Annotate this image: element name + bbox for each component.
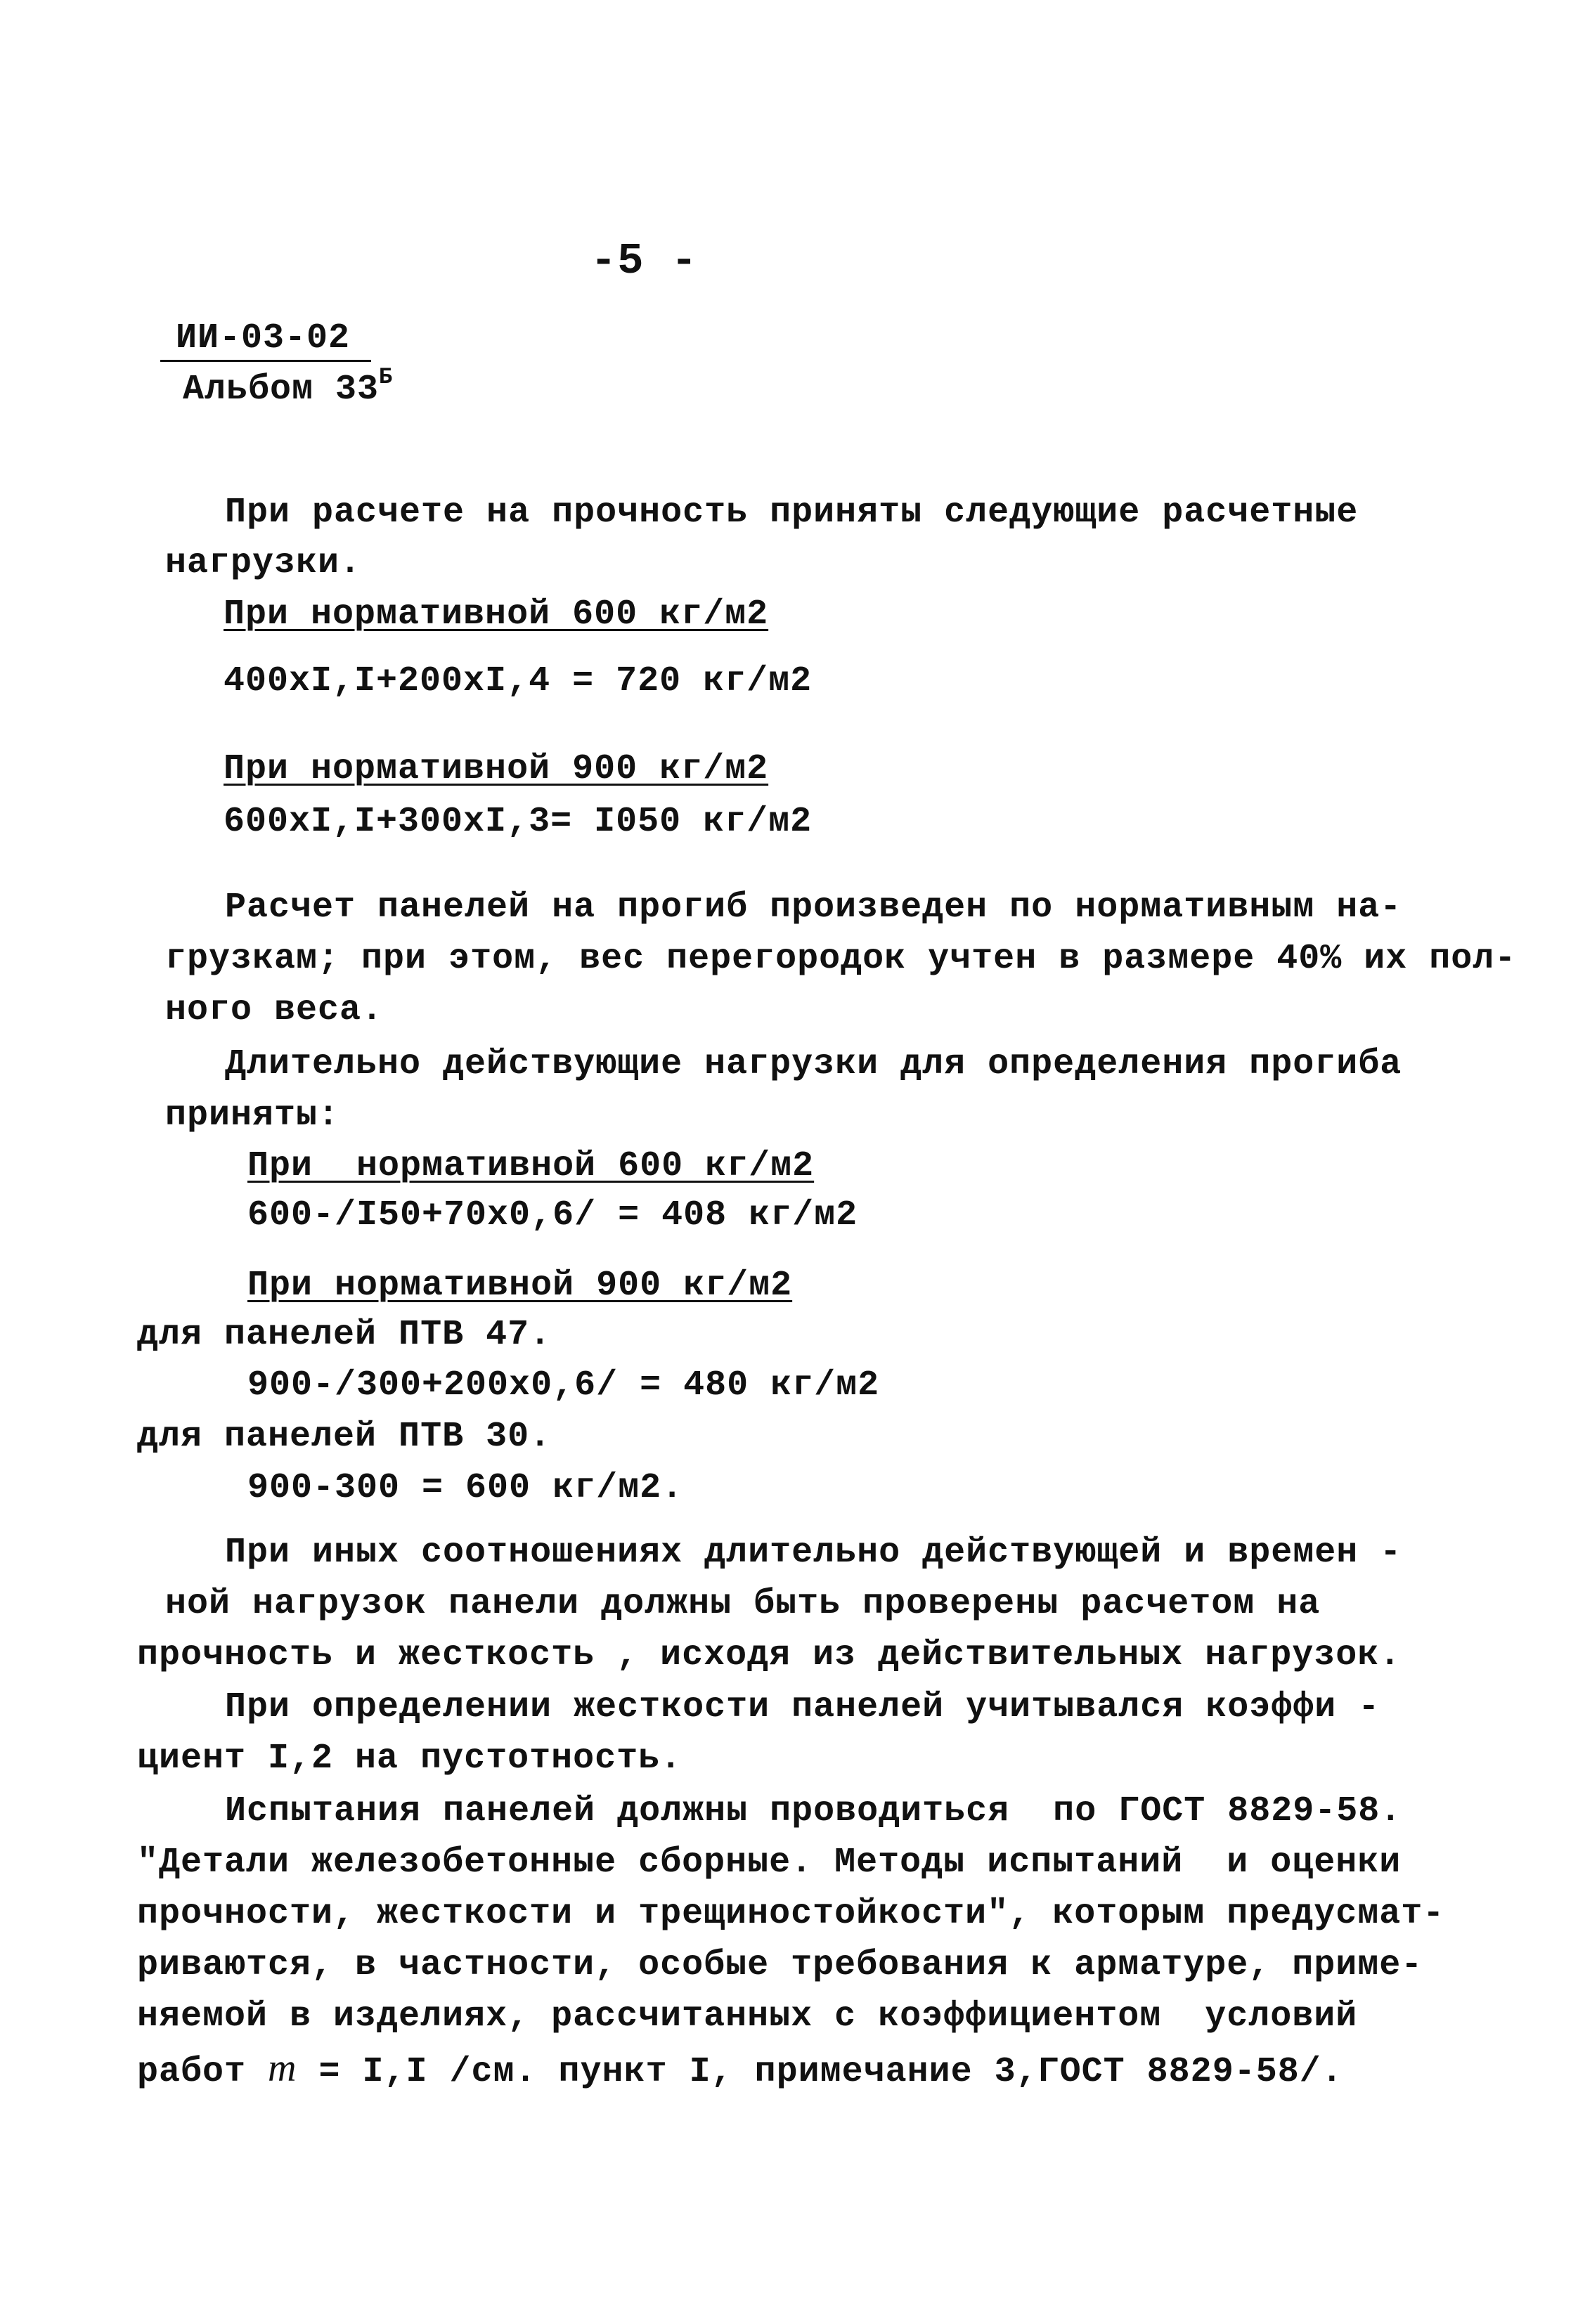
album-superscript: Б <box>379 364 394 391</box>
paragraph-line: циент I,2 на пустотность. <box>137 1739 683 1779</box>
paragraph-line: Расчет панелей на прогиб произведен по нормативным на- <box>225 888 1402 928</box>
reference-text: = I,I /см. пункт I, примечание 3,ГОСТ 8829-58/. <box>297 2052 1343 2092</box>
paragraph-line: Испытания панелей должны проводиться по ГОСТ 8829-58. <box>225 1791 1402 1831</box>
paragraph-line: прочность и жесткость , исходя из действительных нагрузок. <box>137 1635 1402 1675</box>
paragraph-line <box>137 2047 1343 2093</box>
paragraph-line: ной нагрузок панели должны быть проверены расчетом на <box>165 1584 1321 1624</box>
paragraph-line: приняты: <box>165 1096 340 1136</box>
work-label: работ <box>137 2052 269 2092</box>
album-label <box>183 364 394 411</box>
page-number: -5 - <box>590 236 698 286</box>
paragraph-line: При расчете на прочность приняты следующие расчетные <box>225 493 1359 533</box>
paragraph-line: для панелей ПТВ 47. <box>137 1315 552 1355</box>
formula-line: 600xI,I+300xI,3= I050 кг/м2 <box>224 802 813 842</box>
header-rule <box>160 360 371 362</box>
paragraph-line: прочности, жесткости и трещиностойкости", которым предусмат- <box>137 1894 1445 1934</box>
album-text: Альбом 33 <box>183 370 380 410</box>
paragraph-line: няемой в изделиях, рассчитанных с коэффициентом условий <box>137 1997 1358 2037</box>
heading-normative-600: При нормативной 600 кг/м2 <box>224 595 769 635</box>
heading-long-term-900: При нормативной 900 кг/м2 <box>247 1266 793 1306</box>
paragraph-line: грузкам; при этом, вес перегородок учтен в размере 40% их пол- <box>165 939 1517 979</box>
paragraph-line: Длительно действующие нагрузки для определения прогиба <box>225 1044 1402 1084</box>
paragraph-line: "Детали железобетонные сборные. Методы испытаний и оценки <box>137 1843 1402 1883</box>
paragraph-line: ного веса. <box>165 990 384 1030</box>
coefficient-symbol: m <box>268 2046 297 2090</box>
formula-line: 900-/300+200x0,6/ = 480 кг/м2 <box>247 1365 880 1406</box>
document-code: ИИ-03-02 <box>176 318 351 358</box>
paragraph-line: нагрузки. <box>165 543 362 583</box>
formula-line: 400xI,I+200xI,4 = 720 кг/м2 <box>224 661 813 701</box>
paragraph-line: При иных соотношениях длительно действующей и времен - <box>225 1533 1402 1573</box>
paragraph-line: риваются, в частности, особые требования к арматуре, приме- <box>137 1945 1423 1985</box>
paragraph-line: При определении жесткости панелей учитывался коэффи - <box>225 1687 1380 1727</box>
heading-long-term-600: При нормативной 600 кг/м2 <box>247 1146 815 1186</box>
paragraph-line: для панелей ПТВ 30. <box>137 1417 552 1457</box>
formula-line: 900-300 = 600 кг/м2. <box>247 1468 684 1508</box>
heading-normative-900: При нормативной 900 кг/м2 <box>224 749 769 789</box>
formula-line: 600-/I50+70x0,6/ = 408 кг/м2 <box>247 1195 858 1235</box>
